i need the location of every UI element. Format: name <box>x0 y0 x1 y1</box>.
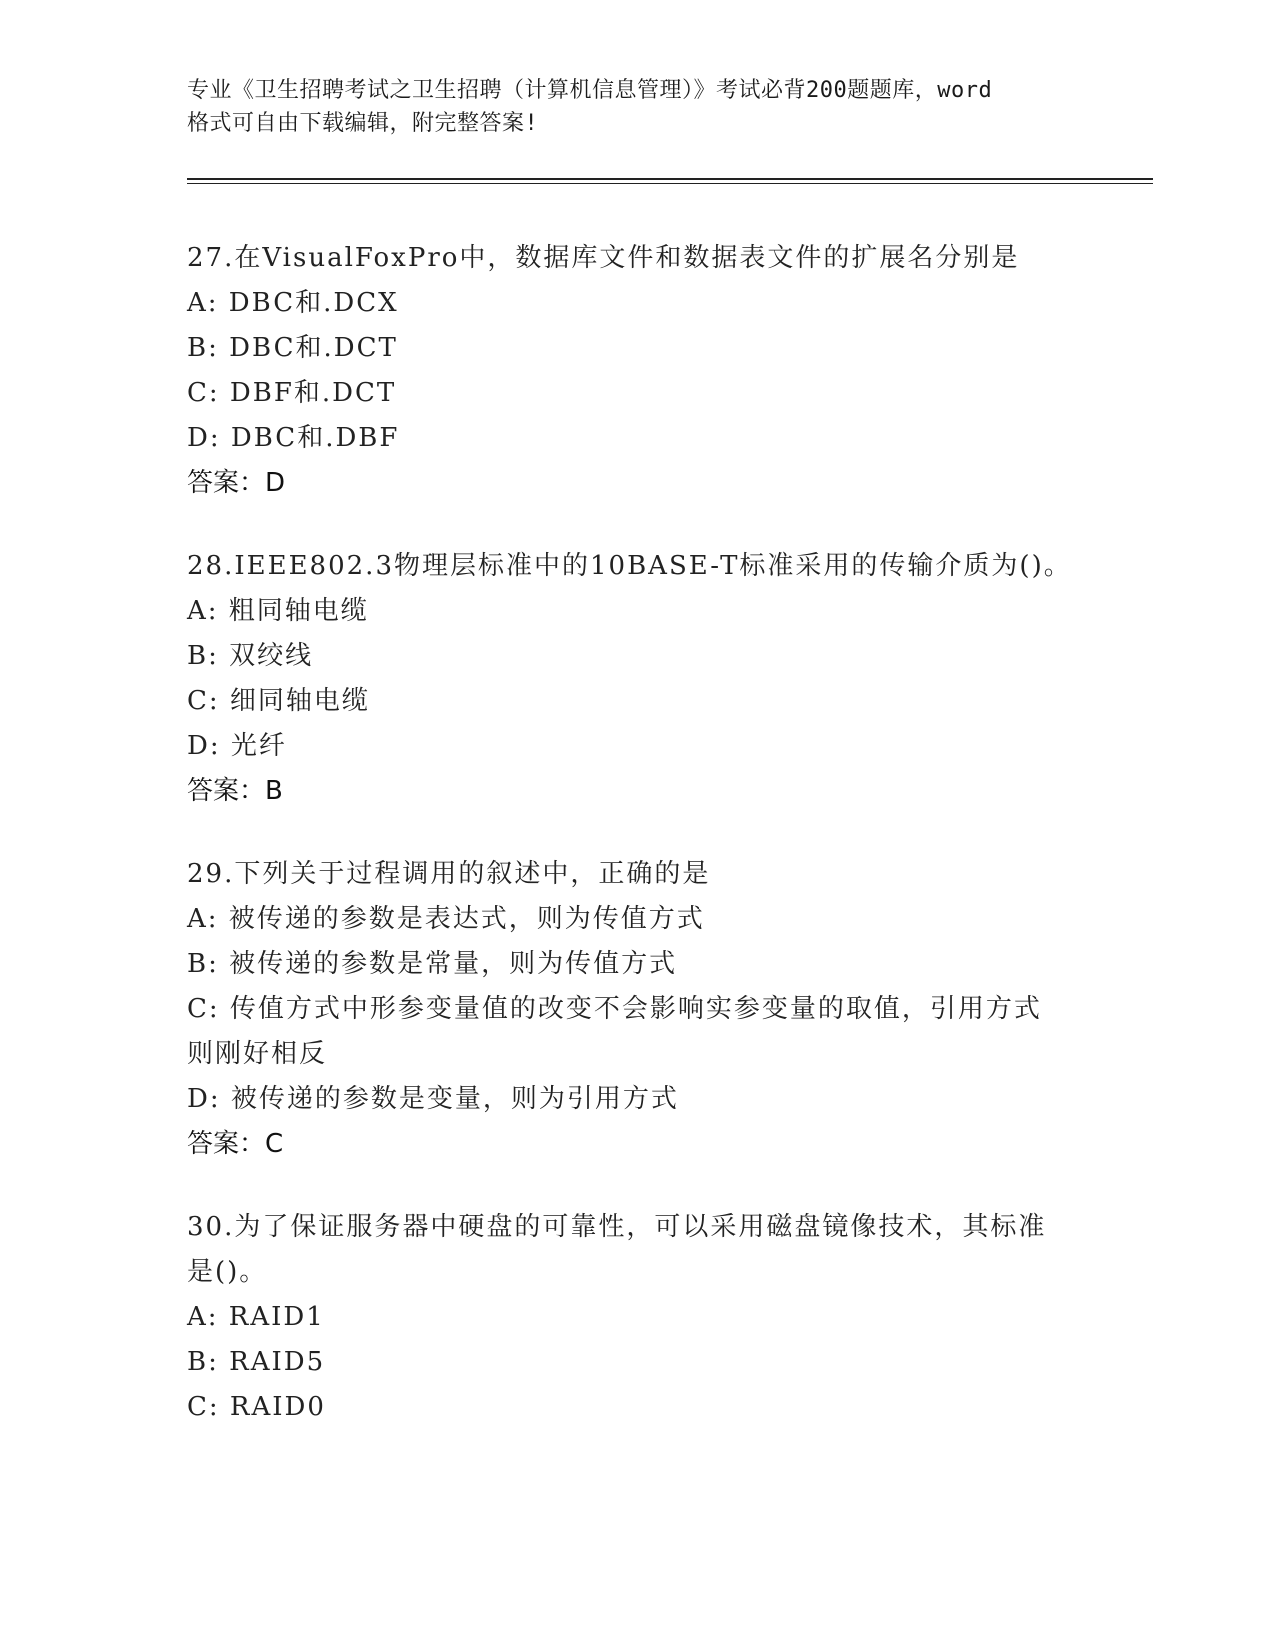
option-a: A: 被传递的参数是表达式，则为传值方式 <box>187 904 705 934</box>
option-a: A: DBC和.DCX <box>187 288 399 318</box>
header-divider-thin <box>187 183 1153 184</box>
question-30 <box>187 1205 1087 1430</box>
document-header <box>187 74 1087 140</box>
option-c-continuation: 则刚好相反 <box>187 1039 328 1069</box>
option-d: D: 被传递的参数是变量，则为引用方式 <box>187 1084 679 1114</box>
question-stem: 28.IEEE802.3物理层标准中的10BASE-T标准采用的传输介质为()。 <box>187 551 1072 581</box>
option-d: D: 光纤 <box>187 731 287 761</box>
header-divider-thick <box>187 178 1153 180</box>
question-stem <box>187 1205 1087 1295</box>
answer: 答案：C <box>187 1129 284 1159</box>
option-c-text: C: 传值方式中形参变量值的改变不会影响实参变量的取值，引用方式 <box>187 994 1042 1024</box>
question-stem: 29.下列关于过程调用的叙述中，正确的是 <box>187 859 711 889</box>
option-c: C: DBF和.DCT <box>187 378 397 408</box>
option-a: A: 粗同轴电缆 <box>187 596 369 626</box>
question-stem-text: 30.为了保证服务器中硬盘的可靠性，可以采用磁盘镜像技术，其标准 <box>187 1212 1047 1242</box>
option-b: B: 被传递的参数是常量，则为传值方式 <box>187 949 678 979</box>
question-list <box>187 236 1087 1468</box>
question-stem: 27.在VisualFoxPro中，数据库文件和数据表文件的扩展名分别是 <box>187 243 1020 273</box>
answer: 答案：D <box>187 468 286 498</box>
header-line-1: 专业《卫生招聘考试之卫生招聘（计算机信息管理）》考试必背200题题库，word <box>187 78 993 103</box>
option-c: C: 细同轴电缆 <box>187 686 370 716</box>
option-b: B: RAID5 <box>187 1347 326 1377</box>
header-line-2: 格式可自由下载编辑，附完整答案! <box>187 111 539 136</box>
option-d: D: DBC和.DBF <box>187 423 400 453</box>
option-c: C: RAID0 <box>187 1392 326 1422</box>
question-stem-continuation: 是()。 <box>187 1257 268 1287</box>
question-28 <box>187 544 1087 814</box>
option-b: B: 双绞线 <box>187 641 314 671</box>
option-b: B: DBC和.DCT <box>187 333 398 363</box>
option-a: A: RAID1 <box>187 1302 325 1332</box>
answer: 答案：B <box>187 776 283 806</box>
question-29 <box>187 852 1087 1167</box>
option-c <box>187 987 1087 1077</box>
question-27 <box>187 236 1087 506</box>
